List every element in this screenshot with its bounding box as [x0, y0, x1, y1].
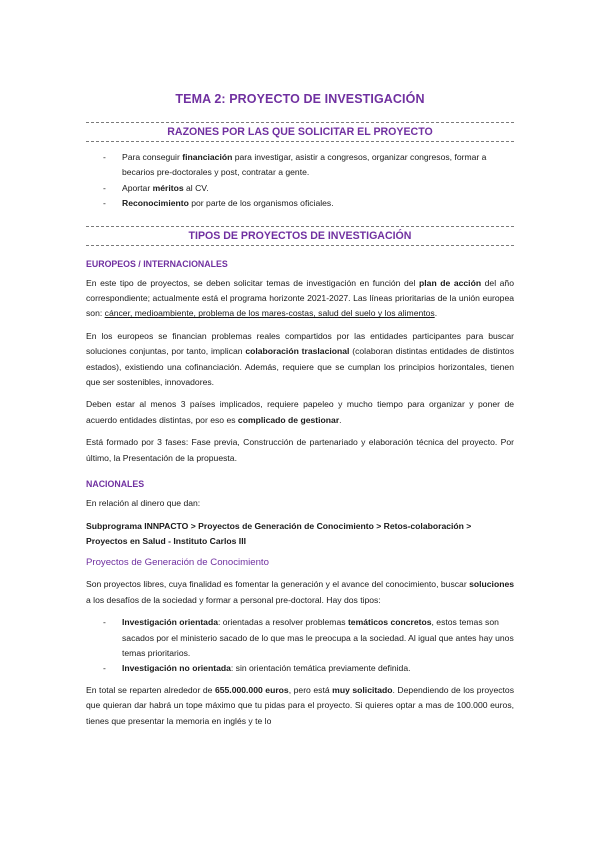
text-run: . Dependiendo de los proyectos que quieran dar habrá un tope máximo que tu pidas para el proyecto. Si quieres optar a mas de 100.000 euros, tienes que presentar la memoria en inglés y te lo	[86, 684, 514, 726]
razones-list	[86, 150, 514, 212]
item-bold: Investigación no orientada	[122, 663, 231, 674]
item-bold: méritos	[152, 182, 184, 193]
item-bold: financiación	[182, 152, 233, 162]
text-run: .	[339, 414, 342, 425]
dash-bullet: -	[103, 182, 106, 193]
subheading-generacion-conocimiento: Proyectos de Generación de Conocimiento	[86, 557, 269, 569]
dash-bullet: -	[103, 198, 106, 209]
text-run: , pero está	[288, 684, 333, 695]
text-bold: complicado de gestionar	[237, 414, 340, 425]
item-bold: temáticos concretos	[347, 617, 432, 628]
text-underlined: cáncer, medioambiente, problema de los mares-costas, salud del suelo y los alimentos	[104, 308, 435, 319]
list-item	[86, 181, 514, 196]
list-item	[86, 150, 514, 181]
paragraph-europeos-3	[86, 397, 514, 428]
paragraph-nacionales-2: Subprograma INNPACTO > Proyectos de Generación de Conocimiento > Retos-colaboración > Proyectos en Salud - Instituto Carlos III	[86, 520, 472, 546]
document-content	[86, 92, 514, 736]
subheading-nacionales: NACIONALES	[86, 479, 145, 490]
text-bold: 655.000.000 euros	[214, 684, 289, 695]
text-run: Deben estar al menos 3 países implicados, requiere papeleo y mucho tiempo para organizar y poner de acuerdo entidades distintas, por eso es	[86, 399, 514, 425]
item-text: Aportar	[122, 182, 153, 193]
text-bold: soluciones	[469, 579, 514, 590]
page-title: TEMA 2: PROYECTO DE INVESTIGACIÓN	[175, 92, 425, 106]
paragraph-nacionales-1: En relación al dinero que dan:	[86, 498, 201, 509]
text-bold: plan de acción	[419, 277, 482, 288]
dash-bullet: -	[103, 152, 106, 162]
item-text: al CV.	[183, 182, 209, 193]
item-text: , estos temas son sacados por el ministerio sacado de lo que mas le preocupa a la sociedad. Al igual que antes hay unos temas prioritarios.	[122, 617, 514, 658]
item-text: : sin orientación temática previamente definida.	[230, 663, 411, 674]
dash-bullet: -	[103, 617, 106, 628]
text-run: En los europeos se financian problemas reales compartidos por las entidades participantes para buscar soluciones conjuntas, por tanto, implican	[86, 330, 514, 357]
paragraph-nacionales-3	[86, 577, 514, 608]
item-text: : orientadas a resolver problemas	[218, 617, 348, 628]
paragraph-europeos-4: Está formado por 3 fases: Fase previa, Construcción de partenariado y elaboración técnica del proyecto. Por último, la Presentación de la propuesta.	[86, 437, 514, 463]
text-run: Son proyectos libres, cuya finalidad es fomentar la generación y el avance del conocimiento, buscar	[86, 579, 470, 590]
tipos-list	[86, 615, 514, 677]
paragraph-europeos-2	[86, 329, 514, 391]
text-run: .	[434, 308, 438, 319]
section-heading-razones: RAZONES POR LAS QUE SOLICITAR EL PROYECTO	[86, 122, 514, 142]
text-run: del año correspondiente; actualmente está el programa horizonte 2021-2027. Las líneas prioritarias de la unión europea son:	[86, 277, 514, 319]
text-run: En total se reparten alrededor de	[86, 684, 215, 695]
item-bold: Investigación orientada	[122, 617, 218, 628]
list-item	[86, 615, 514, 661]
text-run: (colaboran distintas entidades de distintos estados), existiendo una cofinanciación. Además, requiere que se cumplan los principios horizontales, tienen que ser sostenibles, innovadores.	[86, 346, 514, 388]
section-heading-tipos: TIPOS DE PROYECTOS DE INVESTIGACIÓN	[86, 226, 514, 246]
paragraph-nacionales-4	[86, 683, 514, 729]
list-item	[86, 661, 514, 676]
text-bold: muy solicitado	[332, 684, 393, 695]
item-text: Para conseguir	[122, 152, 183, 162]
item-text: para investigar, asistir a congresos, organizar congresos, formar a becarios pre-doctorales y post, contratar a gente.	[122, 152, 487, 178]
subheading-europeos: EUROPEOS / INTERNACIONALES	[86, 258, 228, 269]
list-item	[86, 196, 514, 211]
paragraph-europeos-1	[86, 276, 514, 322]
dash-bullet: -	[103, 663, 106, 674]
item-bold: Reconocimiento	[122, 198, 189, 209]
text-run: a los desafíos de la sociedad y formar a personal pre-doctoral. Hay dos tipos:	[86, 594, 381, 605]
item-text: por parte de los organismos oficiales.	[188, 198, 334, 209]
text-run: En este tipo de proyectos, se deben solicitar temas de investigación en función del	[86, 277, 420, 288]
text-bold: colaboración traslacional	[245, 346, 350, 357]
